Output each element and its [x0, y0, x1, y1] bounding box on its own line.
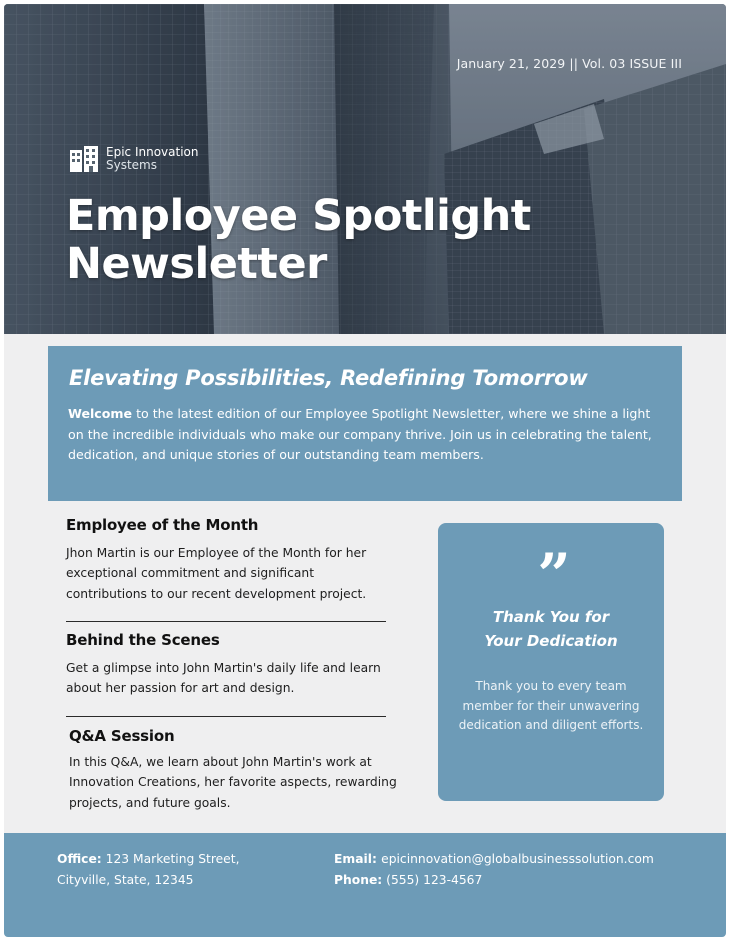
contact-details: [334, 849, 654, 891]
section-heading: Employee of the Month: [66, 516, 259, 534]
quote-title-line2: Your Dedication: [484, 632, 618, 650]
section-divider: [66, 716, 386, 717]
building-icon: [68, 144, 102, 174]
newsletter-title: [66, 192, 586, 288]
brand-name-line1: Epic Innovation: [106, 145, 199, 159]
intro-body: to the latest edition of our Employee Spotlight Newsletter, where we shine a light on the incredible individuals who make our company thrive. Join us in celebrating the talent, dedication, and unique stories of our outstanding team members.: [68, 406, 652, 462]
quote-title: [438, 605, 664, 653]
section-divider: [66, 621, 386, 622]
intro-lead: Welcome: [68, 406, 133, 421]
quote-title-line1: Thank You for: [492, 608, 610, 626]
quote-body: Thank you to every team member for their unwavering dedication and diligent efforts.: [458, 679, 644, 733]
phone-label: Phone:: [334, 873, 383, 887]
office-address: [57, 849, 239, 891]
email-label: Email:: [334, 852, 382, 866]
office-line2: Cityville, State, 12345: [57, 873, 194, 887]
section-behind-the-scenes: [66, 631, 396, 699]
section-qa-session: [69, 727, 399, 813]
section-heading: Q&A Session: [69, 727, 175, 745]
title-line2: Newsletter: [66, 239, 327, 289]
hero-banner: [4, 4, 726, 334]
intro-paragraph: [68, 404, 668, 466]
tagline: Elevating Possibilities, Redefining Tomorrow: [69, 366, 588, 390]
section-body: Jhon Martin is our Employee of the Month for her exceptional commitment and significant contributions to our recent development project.: [66, 546, 367, 601]
section-heading: Behind the Scenes: [66, 631, 220, 649]
company-logo: [68, 144, 198, 174]
phone-number[interactable]: (555) 123-4567: [382, 873, 483, 887]
thank-you-card: [438, 523, 664, 801]
title-line1: Employee Spotlight: [66, 191, 531, 241]
issue-date: January 21, 2029 || Vol. 03 ISSUE III: [456, 56, 682, 71]
section-body: Get a glimpse into John Martin's daily life and learn about her passion for art and design.: [66, 661, 381, 696]
office-label: Office:: [57, 852, 102, 866]
section-body: In this Q&A, we learn about John Martin's work at Innovation Creations, her favorite aspects, rewarding projects, and future goals.: [69, 755, 397, 810]
brand-name-line2: Systems: [106, 158, 157, 172]
section-employee-of-month: [66, 516, 396, 604]
office-line1: 123 Marketing Street,: [101, 852, 240, 866]
contact-footer: [4, 833, 726, 937]
newsletter-page: [4, 4, 726, 937]
quote-icon: ”: [537, 541, 565, 609]
email-link[interactable]: epicinnovation@globalbusinesssolution.com: [381, 852, 654, 866]
intro-panel: [48, 346, 682, 501]
